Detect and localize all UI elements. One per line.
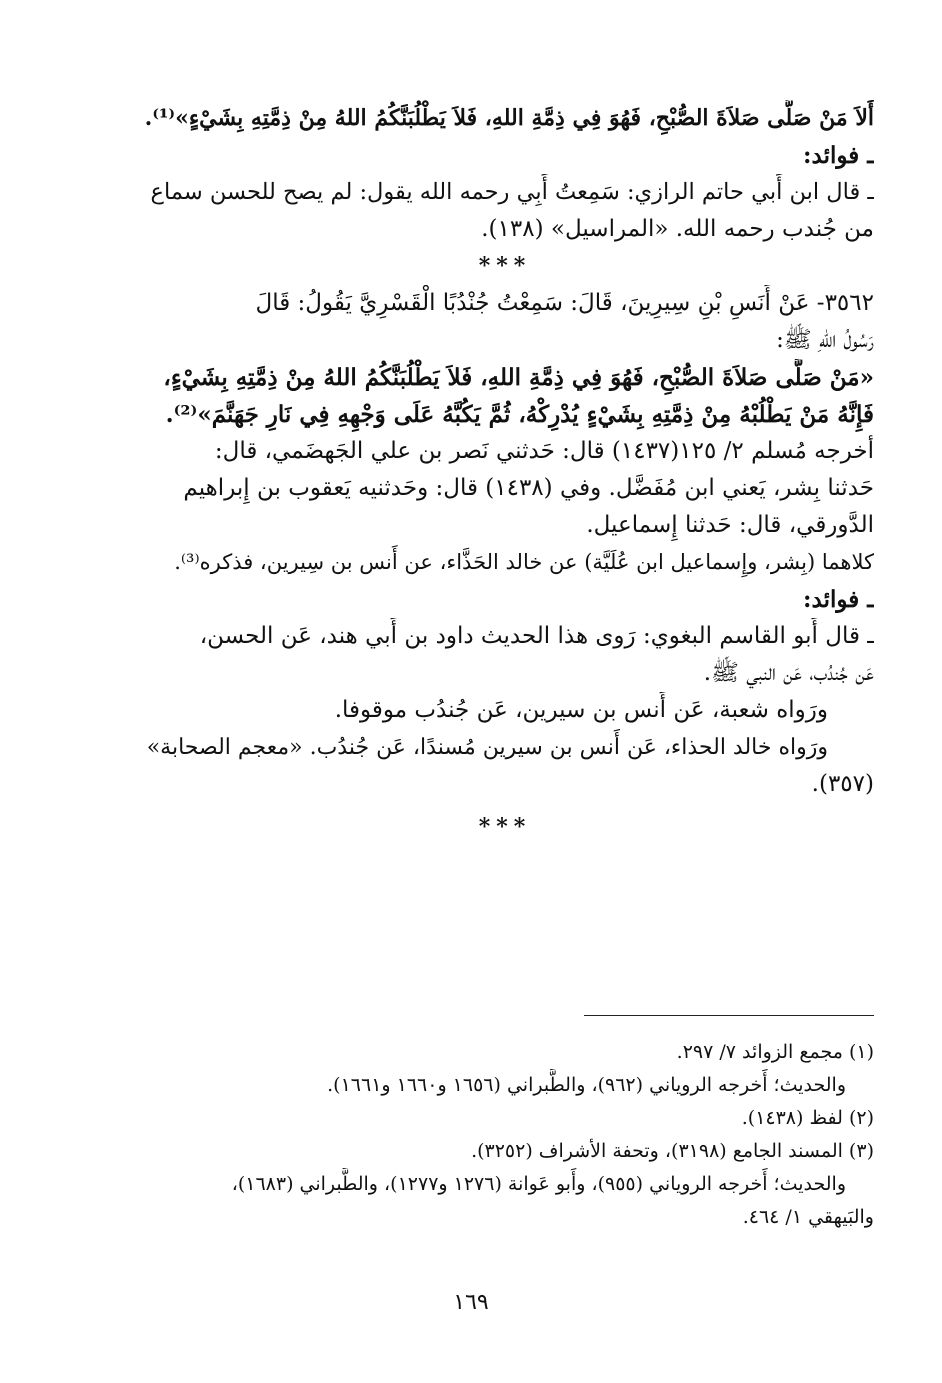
separator-stars: ***: [478, 253, 532, 279]
page-number: ١٦٩: [453, 1290, 489, 1315]
text-line: أَلاَ مَنْ صَلَّى صَلاَةَ الصُّبْحِ، فَهُوَ فِي ذِمَّةِ اللهِ، فَلاَ يَطْلُبَنَّكُمُ اللهُ مِنْ ذِمَّتِهِ بِشَيْءٍ»⁽¹⁾.: [144, 105, 874, 131]
text-line: رَسُولُ اللهِ ﷺ:: [776, 327, 874, 353]
hadith-quote: فَإِنَّهُ مَنْ يَطْلُبْهُ مِنْ ذِمَّتِهِ بِشَيْءٍ يُدْرِكْهُ، ثُمَّ يَكُبَّهُ عَلَى وَجْهِهِ فِي نَارِ جَهَنَّمَ»⁽²⁾.: [165, 401, 874, 428]
text-line: الدَّورقي، قال: حَدثنا إِسماعيل.: [586, 512, 874, 538]
footnote-divider: [584, 1015, 874, 1016]
footnote-line: (١) مجمع الزوائد ٧/ ٢٩٧.: [676, 1041, 874, 1063]
text-line: كلاهما (بِشر، وإِسماعيل ابن عُلَيَّة) عن خالد الحَذَّاء، عن أَنس بن سِيرين، فذكره⁽³⁾.: [174, 550, 874, 574]
text-line: أخرجه مُسلم ٢/ ١٢٥(١٤٣٧) قال: حَدثني نَصر بن علي الجَهضَمي، قال:: [214, 438, 874, 464]
footnotes: [136, 1036, 874, 1234]
hadith-number-line: ٣٥٦٢- عَنْ أَنَسِ بْنِ سِيرِينَ، قَالَ: سَمِعْتُ جُنْدُبًا الْقَسْرِيَّ يَقُولُ: قَالَ: [255, 290, 874, 316]
footnote-line: (٢) لفظ (١٤٣٨).: [741, 1107, 874, 1129]
hadith-quote: «مَنْ صَلَّى صَلاَةَ الصُّبْحِ، فَهُوَ فِي ذِمَّةِ اللهِ، فَلاَ يَطْلُبَنَّكُمُ اللهُ مِنْ ذِمَّتِهِ بِشَيْءٍ،: [163, 364, 874, 391]
text-line: حَدثنا بِشر، يَعني ابن مُفَضَّل. وفي (١٤٣٨) قال: وحَدثنيه يَعقوب بن إِبراهيم: [183, 475, 874, 501]
text-line: ـ قال أَبو القاسم البغوي: رَوى هذا الحديث داود بن أَبي هند، عَن الحسن،: [199, 623, 874, 649]
main-text: [136, 100, 874, 846]
text-line: عَن جُندُب، عَن النبي ﷺ.: [703, 660, 874, 686]
text-line: ورَواه شعبة، عَن أَنس بن سيرين، عَن جُندُب موقوفا.: [334, 697, 828, 723]
separator-stars: ***: [478, 814, 532, 840]
section-heading: ـ فوائد:: [803, 586, 874, 613]
footnote-line: (٣) المسند الجامع (٣١٩٨)، وتحفة الأشراف (٣٢٥٢).: [471, 1140, 874, 1162]
footnote-line: والحديث؛ أَخرجه الروياني (٩٦٢)، والطَّبراني (١٦٥٦ و١٦٦٠ و١٦٦١).: [327, 1074, 846, 1096]
text-line: ورَواه خالد الحذاء، عَن أَنس بن سيرين مُسندًا، عَن جُندُب. «معجم الصحابة»: [146, 735, 828, 760]
footnote-line: والبَيهقي ١/ ٤٦٤.: [742, 1206, 874, 1228]
footnote-line: والحديث؛ أَخرجه الروياني (٩٥٥)، وأَبو عَوانة (١٢٧٦ و١٢٧٧)، والطَّبراني (١٦٨٣)،: [231, 1173, 846, 1195]
text-line: (٣٥٧).: [811, 771, 874, 797]
text-line: ـ قال ابن أَبي حاتم الرازي: سَمِعتُ أَبِي رحمه الله يقول: لم يصح للحسن سماع: [150, 179, 874, 205]
text-line: من جُندب رحمه الله. «المراسيل» (١٣٨).: [481, 216, 874, 242]
section-heading: ـ فوائد:: [803, 142, 874, 169]
